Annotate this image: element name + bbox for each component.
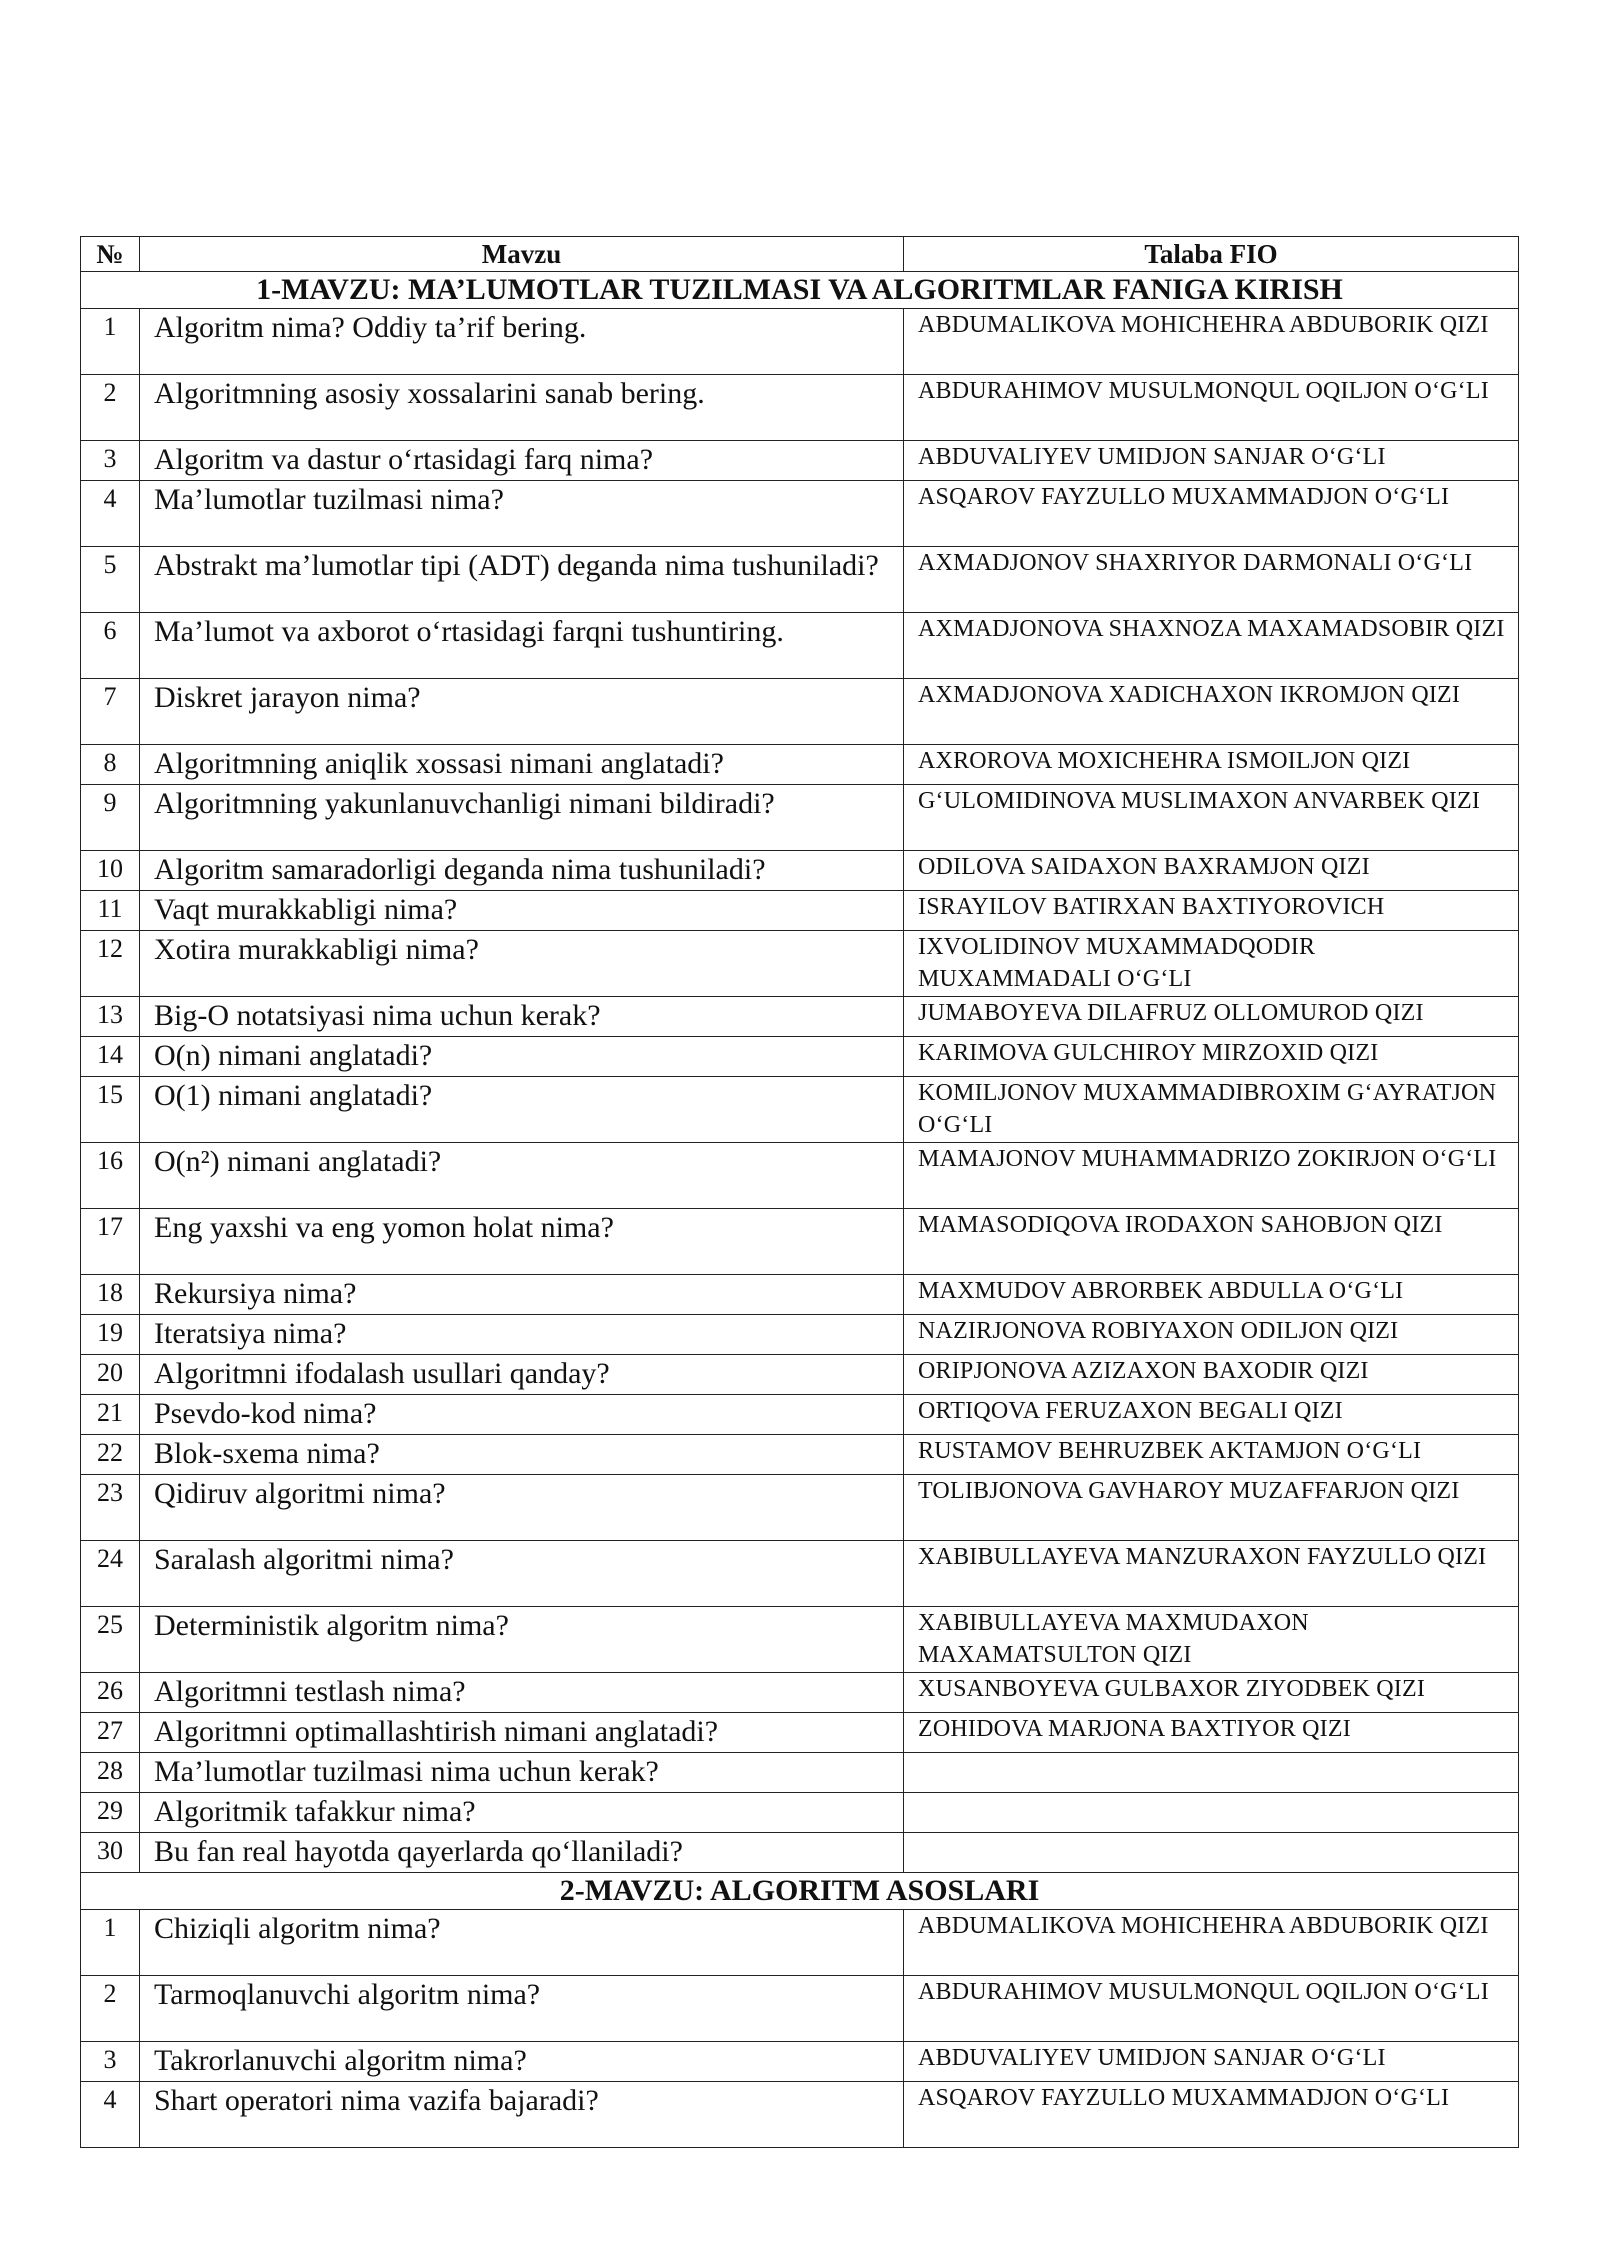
topic-cell: Xotira murakkabligi nima? [140,931,904,997]
topic-cell: Ma’lumotlar tuzilmasi nima? [140,481,904,547]
table-row [81,997,1519,1037]
header-student: Talaba FIO [904,237,1519,272]
student-name-cell: TOLIBJONOVA GAVHAROY MUZAFFARJON QIZI [904,1475,1519,1541]
table-row [81,745,1519,785]
row-number: 14 [81,1037,140,1077]
table-row [81,309,1519,375]
table-row [81,441,1519,481]
student-name-cell: ASQAROV FAYZULLO MUXAMMADJON O‘G‘LI [904,481,1519,547]
student-name-cell: ASQAROV FAYZULLO MUXAMMADJON O‘G‘LI [904,2082,1519,2148]
topic-cell: Eng yaxshi va eng yomon holat nima? [140,1209,904,1275]
table-row [81,1077,1519,1143]
row-number: 4 [81,2082,140,2148]
topic-cell: Tarmoqlanuvchi algoritm nima? [140,1976,904,2042]
table-row [81,1395,1519,1435]
table-row [81,481,1519,547]
row-number: 20 [81,1355,140,1395]
row-number: 1 [81,1910,140,1976]
table-row [81,1607,1519,1673]
student-name-cell: XABIBULLAYEVA MANZURAXON FAYZULLO QIZI [904,1541,1519,1607]
table-row [81,547,1519,613]
topic-cell: Blok-sxema nima? [140,1435,904,1475]
topic-cell: Algoritm va dastur o‘rtasidagi farq nima? [140,441,904,481]
row-number: 10 [81,851,140,891]
table-row [81,1475,1519,1541]
table-row [81,1833,1519,1873]
section-heading-row [81,272,1519,309]
student-name-cell: AXMADJONOVA SHAXNOZA MAXAMADSOBIR QIZI [904,613,1519,679]
student-name-cell: ABDUMALIKOVA MOHICHEHRA ABDUBORIK QIZI [904,1910,1519,1976]
row-number: 30 [81,1833,140,1873]
header-number: № [81,237,140,272]
topic-cell: Chiziqli algoritm nima? [140,1910,904,1976]
row-number: 16 [81,1143,140,1209]
table-row [81,851,1519,891]
student-name-cell: AXROROVA MOXICHEHRA ISMOILJON QIZI [904,745,1519,785]
table-row [81,375,1519,441]
topic-cell: Abstrakt ma’lumotlar tipi (ADT) deganda nima tushuniladi? [140,547,904,613]
table-row [81,1976,1519,2042]
section-title: 2-MAVZU: ALGORITM ASOSLARI [81,1873,1519,1910]
row-number: 8 [81,745,140,785]
topic-cell: Algoritm samaradorligi deganda nima tushuniladi? [140,851,904,891]
topic-cell: Shart operatori nima vazifa bajaradi? [140,2082,904,2148]
row-number: 26 [81,1673,140,1713]
row-number: 23 [81,1475,140,1541]
topic-cell: Algoritmni ifodalash usullari qanday? [140,1355,904,1395]
topic-cell: O(n²) nimani anglatadi? [140,1143,904,1209]
row-number: 5 [81,547,140,613]
row-number: 6 [81,613,140,679]
topic-cell: Algoritmni optimallashtirish nimani anglatadi? [140,1713,904,1753]
table-row [81,1143,1519,1209]
student-name-cell: ISRAYILOV BATIRXAN BAXTIYOROVICH [904,891,1519,931]
topic-cell: Algoritmning aniqlik xossasi nimani anglatadi? [140,745,904,785]
student-name-cell: KARIMOVA GULCHIROY MIRZOXID QIZI [904,1037,1519,1077]
row-number: 9 [81,785,140,851]
student-name-cell: G‘ULOMIDINOVA MUSLIMAXON ANVARBEK QIZI [904,785,1519,851]
table-row [81,2042,1519,2082]
table-row [81,1753,1519,1793]
student-name-cell: ABDUVALIYEV UMIDJON SANJAR O‘G‘LI [904,2042,1519,2082]
student-name-cell: ABDUVALIYEV UMIDJON SANJAR O‘G‘LI [904,441,1519,481]
student-name-cell: ABDUMALIKOVA MOHICHEHRA ABDUBORIK QIZI [904,309,1519,375]
topic-cell: Algoritmning asosiy xossalarini sanab bering. [140,375,904,441]
table-row [81,785,1519,851]
topic-cell: Ma’lumot va axborot o‘rtasidagi farqni tushuntiring. [140,613,904,679]
table-row [81,679,1519,745]
student-name-cell: ORTIQOVA FERUZAXON BEGALI QIZI [904,1395,1519,1435]
topic-cell: Ma’lumotlar tuzilmasi nima uchun kerak? [140,1753,904,1793]
row-number: 3 [81,441,140,481]
student-name-cell: RUSTAMOV BEHRUZBEK AKTAMJON O‘G‘LI [904,1435,1519,1475]
student-name-cell [904,1793,1519,1833]
section-heading-row [81,1873,1519,1910]
table-row [81,891,1519,931]
student-name-cell: XUSANBOYEVA GULBAXOR ZIYODBEK QIZI [904,1673,1519,1713]
student-name-cell: ODILOVA SAIDAXON BAXRAMJON QIZI [904,851,1519,891]
student-name-cell: AXMADJONOVA XADICHAXON IKROMJON QIZI [904,679,1519,745]
row-number: 4 [81,481,140,547]
topic-cell: Qidiruv algoritmi nima? [140,1475,904,1541]
topic-cell: Diskret jarayon nima? [140,679,904,745]
table-row [81,1209,1519,1275]
topic-cell: Big-O notatsiyasi nima uchun kerak? [140,997,904,1037]
table-row [81,1673,1519,1713]
topic-cell: O(1) nimani anglatadi? [140,1077,904,1143]
student-name-cell: ZOHIDOVA MARJONA BAXTIYOR QIZI [904,1713,1519,1753]
row-number: 3 [81,2042,140,2082]
topic-cell: Deterministik algoritm nima? [140,1607,904,1673]
table-row [81,1541,1519,1607]
topic-cell: Rekursiya nima? [140,1275,904,1315]
topic-cell: Algoritm nima? Oddiy ta’rif bering. [140,309,904,375]
row-number: 29 [81,1793,140,1833]
row-number: 27 [81,1713,140,1753]
row-number: 25 [81,1607,140,1673]
student-name-cell: ABDURAHIMOV MUSULMONQUL OQILJON O‘G‘LI [904,375,1519,441]
table-row [81,1355,1519,1395]
row-number: 2 [81,375,140,441]
table-row [81,1713,1519,1753]
student-name-cell: IXVOLIDINOV MUXAMMADQODIR MUXAMMADALI O‘G‘LI [904,931,1519,997]
student-name-cell: KOMILJONOV MUXAMMADIBROXIM G‘AYRATJON O‘G‘LI [904,1077,1519,1143]
topic-cell: Iteratsiya nima? [140,1315,904,1355]
header-topic: Mavzu [140,237,904,272]
topic-cell: Algoritmni testlash nima? [140,1673,904,1713]
row-number: 7 [81,679,140,745]
student-name-cell: MAXMUDOV ABRORBEK ABDULLA O‘G‘LI [904,1275,1519,1315]
document-page [80,236,1518,2148]
table-row [81,1910,1519,1976]
row-number: 12 [81,931,140,997]
row-number: 1 [81,309,140,375]
topic-cell: Algoritmik tafakkur nima? [140,1793,904,1833]
student-name-cell: MAMAJONOV MUHAMMADRIZO ZOKIRJON O‘G‘LI [904,1143,1519,1209]
row-number: 18 [81,1275,140,1315]
table-row [81,1315,1519,1355]
row-number: 22 [81,1435,140,1475]
table-row [81,931,1519,997]
row-number: 11 [81,891,140,931]
row-number: 28 [81,1753,140,1793]
topics-table [80,236,1519,2148]
student-name-cell: NAZIRJONOVA ROBIYAXON ODILJON QIZI [904,1315,1519,1355]
student-name-cell: ORIPJONOVA AZIZAXON BAXODIR QIZI [904,1355,1519,1395]
topic-cell: Vaqt murakkabligi nima? [140,891,904,931]
student-name-cell: MAMASODIQOVA IRODAXON SAHOBJON QIZI [904,1209,1519,1275]
table-body [81,272,1519,2148]
topic-cell: Algoritmning yakunlanuvchanligi nimani bildiradi? [140,785,904,851]
row-number: 24 [81,1541,140,1607]
student-name-cell: JUMABOYEVA DILAFRUZ OLLOMUROD QIZI [904,997,1519,1037]
row-number: 19 [81,1315,140,1355]
student-name-cell: AXMADJONOV SHAXRIYOR DARMONALI O‘G‘LI [904,547,1519,613]
row-number: 17 [81,1209,140,1275]
row-number: 13 [81,997,140,1037]
section-title: 1-MAVZU: MA’LUMOTLAR TUZILMASI VA ALGORITMLAR FANIGA KIRISH [81,272,1519,309]
table-row [81,2082,1519,2148]
student-name-cell [904,1833,1519,1873]
row-number: 15 [81,1077,140,1143]
row-number: 2 [81,1976,140,2042]
row-number: 21 [81,1395,140,1435]
table-row [81,1793,1519,1833]
topic-cell: Takrorlanuvchi algoritm nima? [140,2042,904,2082]
table-row [81,613,1519,679]
student-name-cell: ABDURAHIMOV MUSULMONQUL OQILJON O‘G‘LI [904,1976,1519,2042]
table-row [81,1435,1519,1475]
student-name-cell: XABIBULLAYEVA MAXMUDAXON MAXAMATSULTON QIZI [904,1607,1519,1673]
topic-cell: Bu fan real hayotda qayerlarda qo‘llaniladi? [140,1833,904,1873]
table-row [81,1037,1519,1077]
table-header-row [81,237,1519,272]
topic-cell: Saralash algoritmi nima? [140,1541,904,1607]
table-row [81,1275,1519,1315]
topic-cell: Psevdo-kod nima? [140,1395,904,1435]
topic-cell: O(n) nimani anglatadi? [140,1037,904,1077]
student-name-cell [904,1753,1519,1793]
